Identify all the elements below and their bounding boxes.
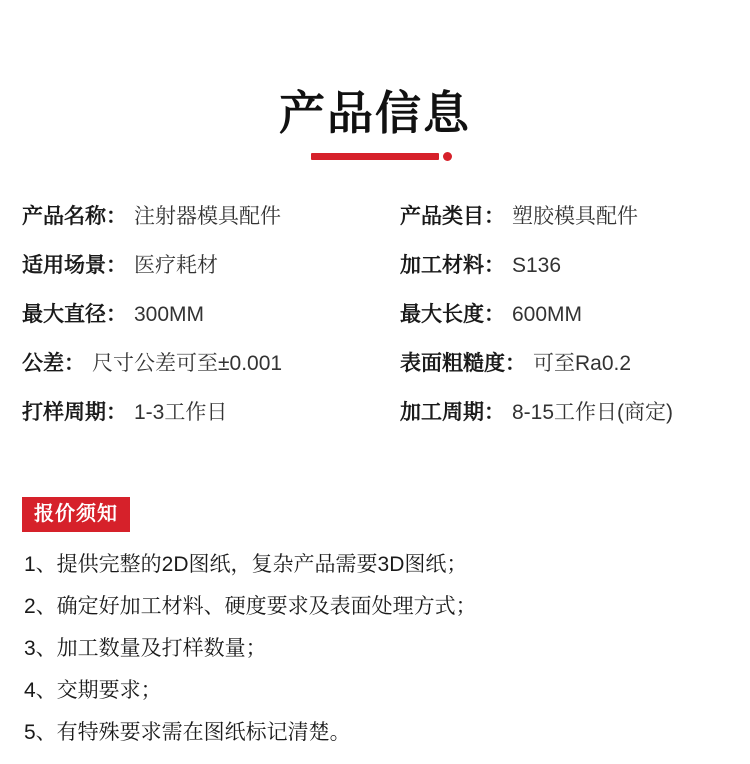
title-block [0,0,750,160]
spec-max-length [400,298,730,347]
spec-value: 600MM [512,302,583,326]
spec-max-diameter [22,298,400,347]
page-title: 产品信息 [279,87,471,139]
spec-value: 注射器模具配件 [134,204,281,228]
spec-value: 塑胶模具配件 [512,204,638,228]
spec-value: 1-3工作日 [134,400,228,424]
spec-label: 打样周期： [22,400,127,424]
list-item: 3、加工数量及打样数量； [24,636,267,660]
spec-surface-roughness [400,347,730,396]
list-item: 2、确定好加工材料、硬度要求及表面处理方式； [24,594,477,618]
quotation-notice-badge: 报价须知 [22,497,130,532]
spec-value: S136 [512,253,562,277]
spec-label: 最大长度： [400,302,505,326]
spec-label: 产品名称： [22,204,127,228]
spec-application-scene [22,249,400,298]
spec-label: 公差： [22,351,85,375]
spec-label: 产品类目： [400,204,505,228]
spec-label: 适用场景： [22,253,127,277]
list-item: 4、交期要求； [24,678,162,702]
title-underline-accent [311,153,439,160]
list-item: 1、提供完整的2D图纸，复杂产品需要3D图纸； [24,552,468,576]
spec-value: 尺寸公差可至±0.001 [92,351,283,375]
spec-label: 表面粗糙度： [400,351,526,375]
spec-processing-cycle [400,396,730,445]
spec-label: 加工材料： [400,253,505,277]
spec-label: 最大直径： [22,302,127,326]
spec-sampling-cycle [22,396,400,445]
spec-value: 医疗耗材 [134,253,218,277]
spec-label: 加工周期： [400,400,505,424]
quotation-notice-section [0,497,750,743]
quotation-notice-list [22,554,750,743]
spec-product-name [22,200,400,249]
spec-value: 8-15工作日(商定) [512,400,674,424]
spec-value: 可至Ra0.2 [533,351,632,375]
spec-tolerance [22,347,400,396]
specs-grid [0,200,750,445]
spec-product-category [400,200,730,249]
spec-value: 300MM [134,302,205,326]
list-item: 5、有特殊要求需在图纸标记清楚。 [24,720,351,744]
spec-material [400,249,730,298]
